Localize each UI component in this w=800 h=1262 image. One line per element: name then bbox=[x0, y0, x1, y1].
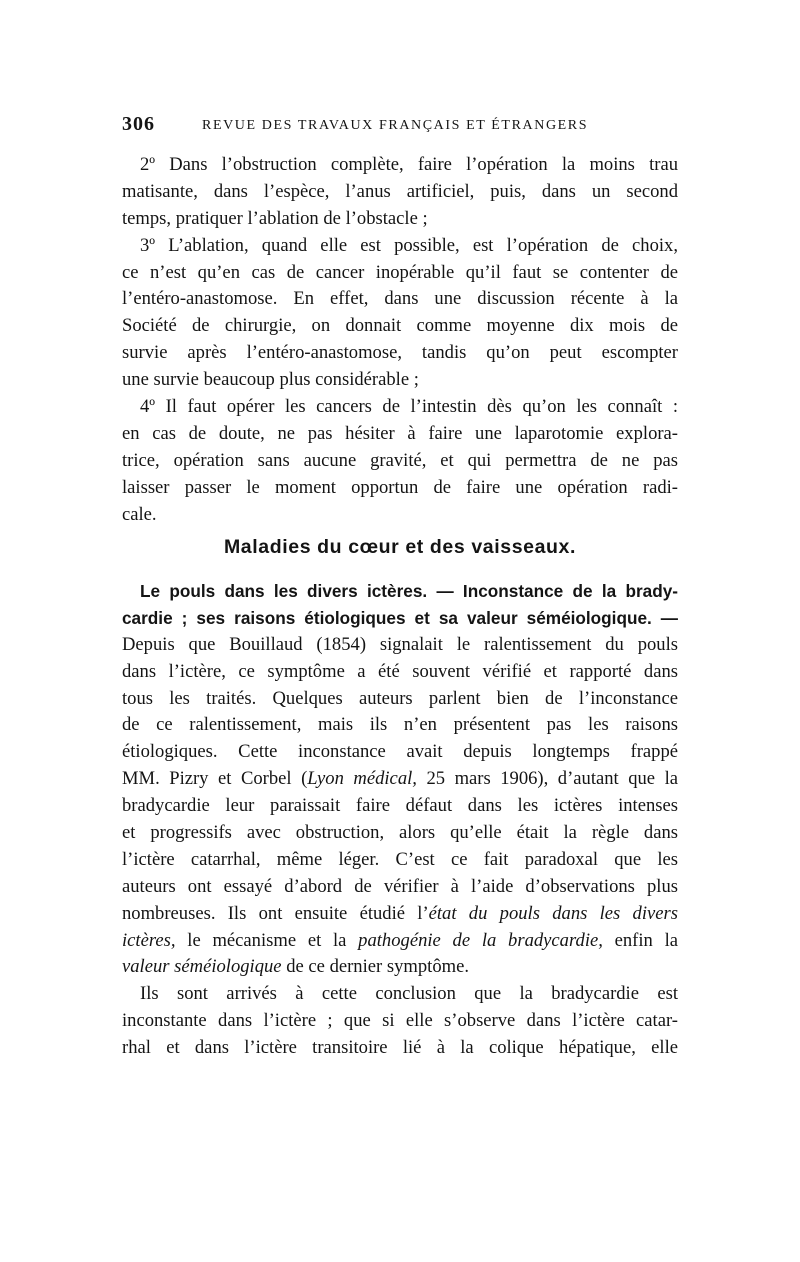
running-title: REVUE DES TRAVAUX FRANÇAIS ET ÉTRANGERS bbox=[202, 118, 589, 133]
text-line: une survie beaucoup plus considérable ; bbox=[122, 369, 419, 391]
text-line: ce n’est qu’en cas de cancer inopérable qu’il faut se contenter de bbox=[122, 261, 678, 283]
paragraph-block-conclusions bbox=[122, 152, 678, 528]
text-line: 4º Il faut opérer les cancers de l’intestin dès qu’on les connaît : bbox=[140, 396, 678, 418]
italic-phrase: ictères, bbox=[122, 929, 176, 951]
text-line: tous les traités. Quelques auteurs parlent bien de l’inconstance bbox=[122, 687, 678, 709]
italic-phrase: valeur séméiologique bbox=[122, 956, 282, 978]
text-line: trice, opération sans aucune gravité, et qui permettra de ne pas bbox=[122, 449, 678, 471]
text-line: rhal et dans l’ictère transitoire lié à la colique hépatique, elle bbox=[122, 1037, 678, 1059]
text-segment: 25 mars 1906), d’autant que la bbox=[416, 768, 678, 790]
text-line: 3º L’ablation, quand elle est possible, est l’opération de choix, bbox=[140, 234, 678, 256]
text-line: laisser passer le moment opportun de faire une opération radi- bbox=[122, 476, 678, 498]
text-line: en cas de doute, ne pas hésiter à faire une laparotomie explora- bbox=[122, 422, 678, 444]
text-line bbox=[122, 928, 678, 955]
text-line: cale. bbox=[122, 503, 157, 525]
page-number: 306 bbox=[122, 113, 155, 135]
text-line bbox=[122, 954, 678, 981]
journal-title: Lyon médical, bbox=[307, 768, 417, 790]
text-line: l’entéro-anastomose. En effet, dans une discussion récente à la bbox=[122, 288, 678, 310]
article-title-line: Le pouls dans les divers ictères. — Inconstance de la brady- bbox=[140, 581, 678, 601]
text-line: l’ictère catarrhal, même léger. C’est ce fait paradoxal que les bbox=[122, 848, 678, 870]
text-line: Société de chirurgie, on donnait comme moyenne dix mois de bbox=[122, 315, 678, 337]
text-line: et progressifs avec obstruction, alors qu’elle était la règle dans bbox=[122, 822, 678, 844]
article-title-line: cardie ; ses raisons étiologiques et sa valeur séméiologique. — bbox=[122, 607, 678, 628]
text-line: de ce ralentissement, mais ils n’en présentent pas les raisons bbox=[122, 714, 678, 736]
text-line: 2º Dans l’obstruction complète, faire l’opération la moins trau bbox=[140, 154, 678, 175]
text-line bbox=[122, 901, 678, 928]
italic-phrase: état du pouls dans les divers bbox=[428, 902, 678, 924]
text-segment: de ce dernier symptôme. bbox=[281, 956, 469, 978]
text-line: étiologiques. Cette inconstance avait depuis longtemps frappé bbox=[122, 741, 678, 763]
section-heading: Maladies du cœur et des vaisseaux. bbox=[223, 536, 577, 558]
page-header bbox=[122, 113, 678, 139]
text-line: Depuis que Bouillaud (1854) signalait le ralentissement du pouls bbox=[122, 633, 678, 655]
text-line: inconstante dans l’ictère ; que si elle s’observe dans l’ictère catar- bbox=[122, 1010, 678, 1032]
text-line: matisante, dans l’espèce, l’anus artificiel, puis, dans un second bbox=[122, 180, 678, 202]
text-segment: nombreuses. Ils ont ensuite étudié l’ bbox=[122, 902, 429, 924]
text-segment: enfin la bbox=[602, 929, 678, 951]
text-line: survie après l’entéro-anastomose, tandis qu’on peut escompter bbox=[122, 342, 678, 364]
text-line: dans l’ictère, ce symptôme a été souvent vérifié et rapporté dans bbox=[122, 660, 678, 682]
text-line-citation bbox=[122, 766, 678, 793]
italic-phrase: pathogénie de la bradycardie, bbox=[358, 929, 603, 951]
text-line: bradycardie leur paraissait faire défaut dans les ictères intenses bbox=[122, 795, 678, 817]
text-segment: MM. Pizry et Corbel ( bbox=[122, 768, 308, 790]
text-segment: le mécanisme et la bbox=[175, 929, 359, 951]
text-line: Ils sont arrivés à cette conclusion que la bradycardie est bbox=[140, 983, 678, 1005]
text-line: temps, pratiquer l’ablation de l’obstacle ; bbox=[122, 207, 428, 229]
article-block-pouls bbox=[122, 578, 678, 1062]
text-line: auteurs ont essayé d’abord de vérifier à l’aide d’observations plus bbox=[122, 875, 678, 897]
